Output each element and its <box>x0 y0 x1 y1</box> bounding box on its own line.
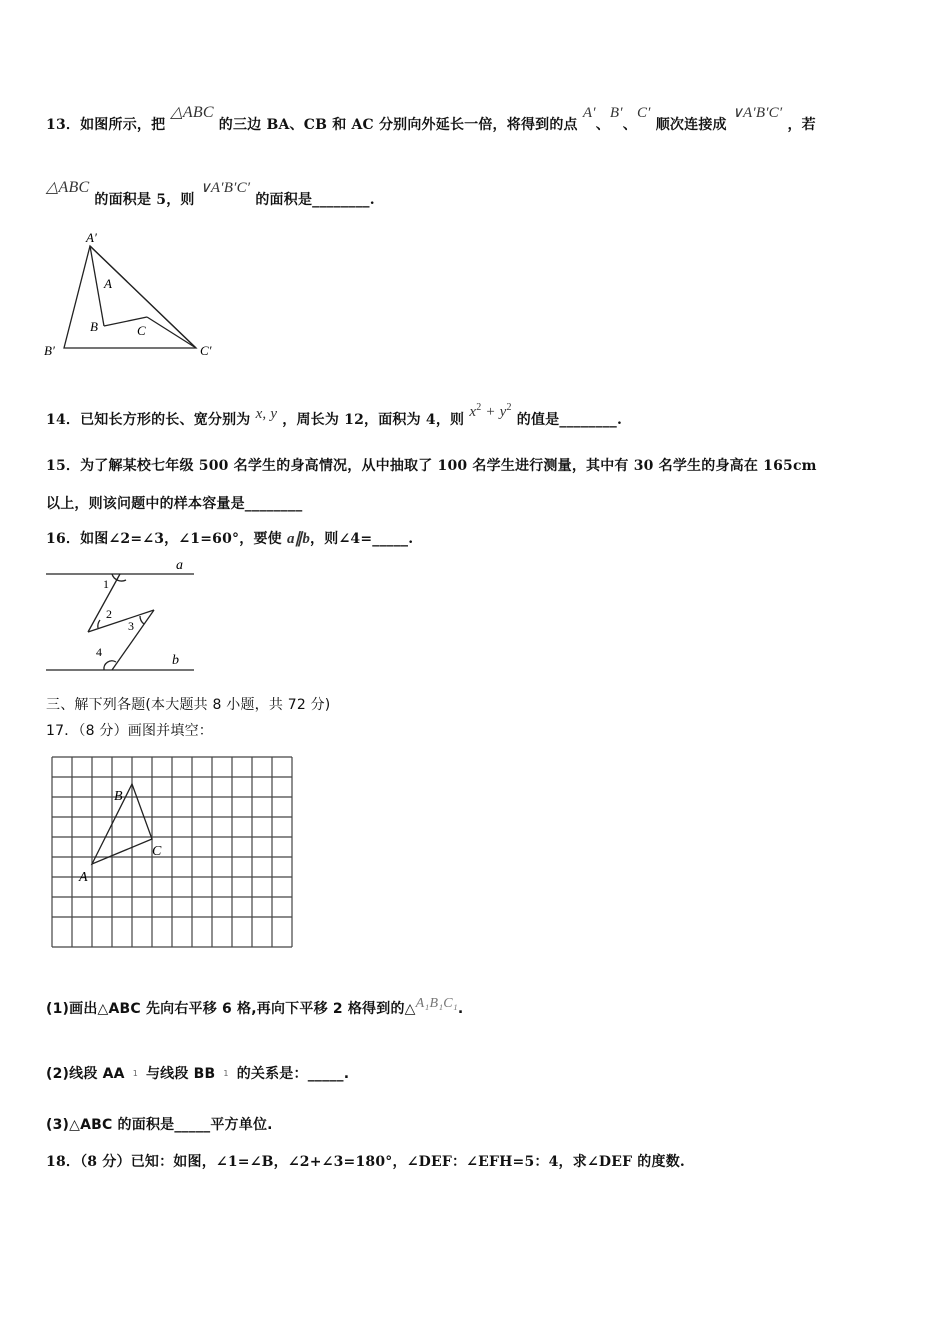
q16-angle-3: 3 <box>128 619 134 633</box>
q14-exp-2: 2 <box>506 402 512 413</box>
q17-label-b: B <box>114 789 123 804</box>
q17-part1-end: . <box>457 1001 464 1017</box>
q13-label-a-prime: A′ <box>86 230 97 245</box>
q14-number: 14． <box>46 412 81 428</box>
q17-label-c: C <box>152 844 162 859</box>
q13-text-4: ，若 <box>787 117 816 133</box>
q17-grid-figure <box>50 755 295 950</box>
q13-number: 13． <box>46 117 81 133</box>
q17-subscript-1: 1 <box>132 1069 138 1078</box>
q13-label-a: A <box>104 276 112 291</box>
q16-angle-4: 4 <box>96 645 102 659</box>
q17-part1-text: (1)画出△ABC 先向右平移 6 格,再向下平移 2 格得到的△ <box>46 1001 416 1017</box>
q13-text-1: 如图所示，把 <box>80 117 166 133</box>
q16-text-1: 如图∠2=∠3，∠1=60°，要使 <box>80 531 287 547</box>
q13-line1 <box>46 104 816 134</box>
q13-triangle-abc-2: △ABC <box>46 179 90 196</box>
q15-line2: 以上，则该问题中的样本容量是________ <box>46 496 303 512</box>
q16-parallel-figure <box>42 556 202 676</box>
q14-text-2: ，周长为 12，面积为 4，则 <box>282 412 465 428</box>
q13-line2 <box>46 179 375 209</box>
q17-title: 17．（8 分）画图并填空： <box>46 723 213 739</box>
q17-subscript-2: 1 <box>223 1069 229 1078</box>
q16-angle-2: 2 <box>106 607 112 621</box>
q15-line1: 15．为了解某校七年级 500 名学生的身高情况，从中抽取了 100 名学生进行测量，其中有 30 名学生的身高在 165cm <box>46 458 817 474</box>
q14-line <box>46 402 623 429</box>
q13-text-6: 的面积是________. <box>255 192 375 208</box>
q13-triangle-prime-2: ∨A′B′C′ <box>199 180 251 196</box>
q16-text-2: ，则∠4=_____. <box>310 531 414 547</box>
q14-expr-plus-y: + y <box>481 404 507 420</box>
q13-label-c-prime: C′ <box>200 343 212 358</box>
q14-variables: x, y <box>255 406 278 422</box>
q14-text-3: 的值是________. <box>516 412 623 428</box>
q16-angle-1: 1 <box>103 577 109 591</box>
q13-label-c: C <box>137 323 146 338</box>
q13-text-5: 的面积是 5，则 <box>94 192 195 208</box>
q13-label-b: B <box>90 319 98 334</box>
q17-triangle-a1b1c1: A₁B₁C₁ <box>415 996 458 1011</box>
q13-point-b-prime: B′ <box>609 105 623 121</box>
q14-exp-1: 2 <box>476 402 482 413</box>
q13-triangle-figure <box>40 228 230 363</box>
section-3-heading: 三、解下列各题(本大题共 8 小题，共 72 分) <box>46 697 331 713</box>
q13-triangle-prime: ∨A′B′C′ <box>731 105 783 121</box>
q14-text-1: 已知长方形的长、宽分别为 <box>80 412 251 428</box>
q13-text-2: 的三边 BA、CB 和 AC 分别向外延长一倍，将得到的点 <box>218 117 578 133</box>
q16-parallel: a∥b <box>286 531 311 547</box>
q17-part2-text-2: 与线段 BB <box>145 1066 216 1082</box>
q16-label-a: a <box>176 558 183 573</box>
q13-text-3: 顺次连接成 <box>655 117 727 133</box>
q13-point-c-prime: C′ <box>636 105 651 121</box>
q18-line: 18．（8 分）已知：如图，∠1=∠B，∠2+∠3=180°，∠DEF：∠EFH=5：4，求∠DEF 的度数. <box>46 1154 685 1170</box>
q17-part1 <box>46 998 463 1018</box>
q16-number: 16． <box>46 531 81 547</box>
q14-expr-x: x <box>469 404 477 420</box>
q17-label-a: A <box>79 870 88 885</box>
q14-expression <box>469 404 511 420</box>
q17-part2 <box>46 1063 349 1083</box>
q17-part2-text-1: (2)线段 AA <box>46 1066 125 1082</box>
q17-part2-text-3: 的关系是：_____. <box>236 1066 350 1082</box>
q17-part3: (3)△ABC 的面积是_____平方单位. <box>46 1117 273 1133</box>
q13-label-b-prime: B′ <box>44 343 55 358</box>
q13-triangle-abc: △ABC <box>170 104 214 121</box>
q13-separator-1: 、 <box>595 117 610 133</box>
q13-separator-2: 、 <box>622 117 637 133</box>
q16-line <box>46 528 413 548</box>
q13-point-a-prime: A′ <box>582 105 596 121</box>
q16-label-b: b <box>172 653 179 668</box>
